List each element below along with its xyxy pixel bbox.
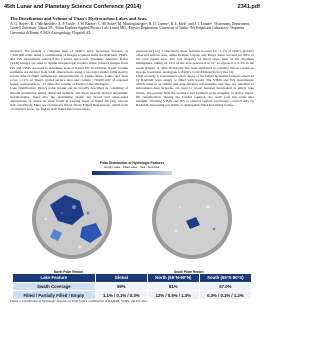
table-cell: 81% — [147, 282, 199, 291]
abstract-number: 2341.pdf — [237, 4, 260, 10]
south-map-label: South Polar Region — [174, 270, 204, 274]
distribution-paragraph: Lake Distribution: Titan’s polar terrain can be broadly described as consisting of smooth undulating plains, dissected uplands, and more heavily incised labyrinthic morphologies. Inset into the undulating plains are broad and steep-sided depressions, of which we have found in varying states of liquid fill (dry, various mm, and filled). Mare are exclusively filled; Sharp-Edged Depressions, which form on exposed areas, we find in both liquid-filled and empty. — [10, 86, 128, 112]
table-row — [13, 282, 252, 291]
table-cell: 1.1% / 0.1% / 0.3% — [95, 291, 147, 300]
author-list: A. G. Hayes¹, R. J. Michaelides¹, E. P. Turtle², J. W. Barnes³, C. M. Sotin⁴, M. Mastrogiuseppe⁵, R. D. Lorenz², R. L. Kirk⁶, and J. I. Lunine¹. ¹Astronomy Department, Cornell University, Ithaca NY; ²Johns Hopkins Applied Physics Lab; Laurel MD; ³Physics Department, University of Idaho; ⁴Jet Propulsion Laboratory; ⁵Sapienza Università di Roma; ⁶USGS Astrogeology, Flagstaff AZ. — [10, 22, 250, 35]
abstract-paragraph: Abstract: We present a complete map of Titan’s polar lacustrine features, at 1:100,000 scale, using a combination of images acquired using the RADAR, VIMS, and ISS instruments onboard the Cassini spacecraft. Synthetic Aperture Radar (SAR) images are used to define morphologic borders while infrared images from ISS and VIMS are used to determine state of liquid fill. In addition, liquid volume estimates are derived from SAR observations using a two-layer model calibrated by recent time-of-flight bathymetric measurements of Ligeia Mare. Lakes and Seas cover ~1.1% of Titan’s global surface area and contain ~70,000 km³ of exposed liquid, comparable to ~15 times the volume of Earth’s Lake Michigan. — [10, 49, 128, 87]
north-polar-map — [32, 179, 112, 259]
left-column — [10, 49, 128, 111]
table-header: North (55°N-90°N) — [147, 274, 199, 283]
polar-maps — [10, 177, 254, 263]
table-cell: 12% / 0.9% / 1.3% — [147, 291, 199, 300]
table-header: Lake Feature — [13, 274, 96, 283]
figure-title: Polar Distribution of Hydrologic Features — [99, 161, 165, 165]
table-cell: 0.3% / 0.1% / 1.2% — [199, 291, 251, 300]
south-polar-map — [152, 179, 232, 259]
right-paragraph-2: Until recently, it was unknown how many of the bright lacustrine features observed by RADAR were empty or filled with liquid. The VIMS and ISS instruments, which observe at visible and near-infrared wavelengths and thus are sensitive to micrometer-deep deposits, are used to reveal features interpreted as empty lake basins. We present both the northern and southern polar mapping to derive liquid-fill classification. During the Cassini equinox, the north pole has come into sunlight, allowing VIMS and ISS to observe regions previously covered only by RADAR, increasing our ability to distinguish filled and empty basins. — [136, 73, 254, 108]
figure-caption: Figure 1: Distribution of hydrologic features on Titan from a combination of RADAR, VIMS, and ISS data. — [10, 299, 148, 303]
right-column — [136, 49, 254, 107]
table-header-row — [13, 274, 252, 283]
north-map-label: North Polar Region — [54, 270, 84, 274]
paper-title: The Distribution and Volume of Titan’s Hydrocarbon Lakes and Seas. — [10, 16, 148, 21]
row-label: Swath Coverage — [13, 282, 96, 291]
color-legend-bar — [92, 171, 172, 175]
table-cell: 67.0% — [199, 282, 251, 291]
figure-legend-text: Empty Lake · Filled Lake · Sea · Granular — [104, 165, 160, 169]
right-paragraph-1: proportions [1,2]. Collectively, these features account for ~1.1% of Titan’s globally observed surface area, while Kraken, Ligeia, and Punga Mare account for 80% of the total liquid area. The vast majority of filled lakes exist in the Northern hemisphere, taking up 12% of the area poleward of 55° as opposed to 0.3% in the south (Figure 1). This dichotomy has been attributed to orbitally driven variations in solar insolation, analogous to Earth’s Croll-Milankovich cycles [2]. — [136, 49, 254, 74]
table-header: Global — [95, 274, 147, 283]
table-header: South (55°S-90°S) — [199, 274, 251, 283]
lake-statistics-table — [12, 273, 252, 300]
table-cell: 59% — [95, 282, 147, 291]
row-label: Filled / Partially Filled / Empty — [13, 291, 96, 300]
figure-1 — [10, 159, 254, 274]
conference-name: 45th Lunar and Planetary Science Conference (2014) — [4, 4, 142, 10]
